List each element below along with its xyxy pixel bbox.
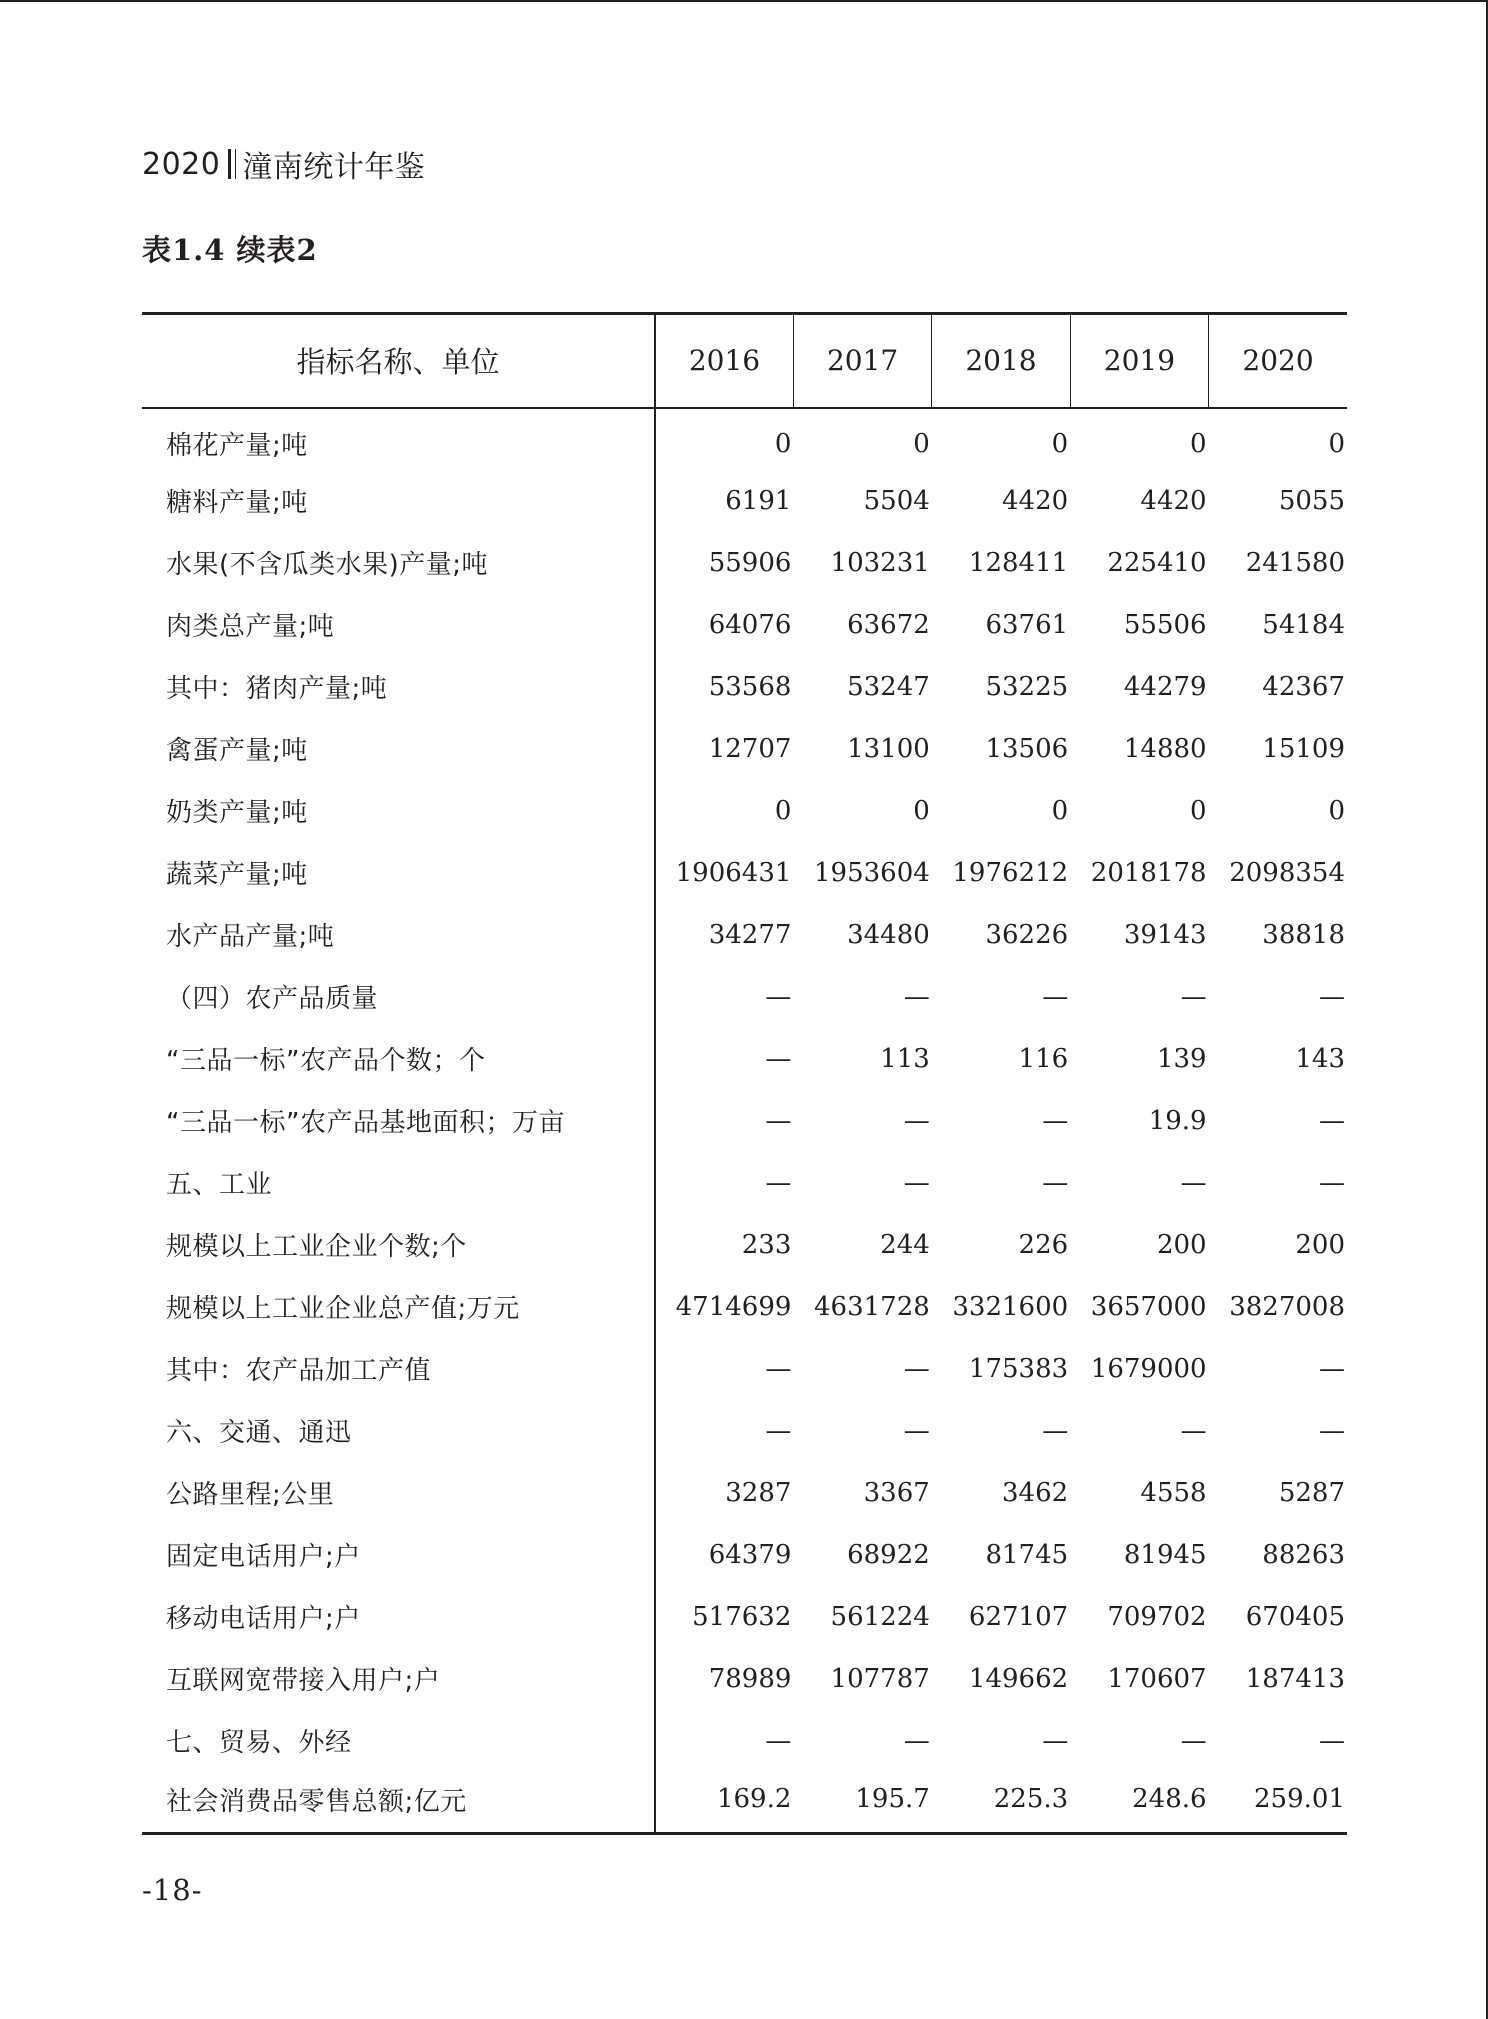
row-label: 规模以上工业企业个数;个 bbox=[142, 1214, 655, 1276]
cell-value-2020: — bbox=[1319, 1725, 1345, 1756]
row-label: 社会消费品零售总额;亿元 bbox=[142, 1772, 655, 1834]
cell-value-2017: 5504 bbox=[863, 485, 930, 516]
cell-value-2020: 5055 bbox=[1278, 485, 1345, 516]
cell-value-2017: 107787 bbox=[830, 1663, 930, 1694]
cell-value-2017: 1953604 bbox=[814, 857, 930, 888]
cell-value-2016: 64379 bbox=[708, 1539, 792, 1570]
cell-value-2017: 195.7 bbox=[793, 1772, 931, 1834]
row-label: 七、贸易、外经 bbox=[142, 1710, 655, 1772]
cell-value-2017: 63672 bbox=[847, 609, 930, 640]
cell-value-2020: — bbox=[1319, 1105, 1345, 1136]
table-row bbox=[142, 656, 1347, 718]
cell-value-2016: 55906 bbox=[708, 547, 792, 578]
cell-value-2020: 259.01 bbox=[1209, 1772, 1347, 1834]
cell-value-2017: 0 bbox=[913, 795, 930, 826]
column-header-indicator: 指标名称、单位 bbox=[142, 314, 655, 408]
cell-value-2017: — bbox=[903, 1105, 930, 1136]
row-label: “三品一标”农产品基地面积；万亩 bbox=[142, 1090, 655, 1152]
table-body bbox=[142, 408, 1347, 1834]
cell-value-2016: — bbox=[765, 1415, 792, 1446]
cell-value-2018: 4420 bbox=[1002, 485, 1069, 516]
cell-value-2018: 81745 bbox=[985, 1539, 1069, 1570]
cell-value-2020: 241580 bbox=[1245, 547, 1345, 578]
cell-value-2019: 170607 bbox=[1107, 1663, 1207, 1694]
cell-value-2017: 3367 bbox=[863, 1477, 930, 1508]
cell-value-2019: 81945 bbox=[1123, 1539, 1207, 1570]
row-label: 其中：农产品加工产值 bbox=[142, 1338, 655, 1400]
cell-value-2019: 44279 bbox=[1123, 671, 1207, 702]
cell-value-2019: — bbox=[1180, 1415, 1207, 1446]
cell-value-2018: — bbox=[1042, 1725, 1069, 1756]
cell-value-2016: 53568 bbox=[708, 671, 792, 702]
cell-value-2017: 4631728 bbox=[814, 1291, 930, 1322]
cell-value-2020: 3827008 bbox=[1229, 1291, 1345, 1322]
running-head-book-title: 潼南统计年鉴 bbox=[242, 150, 426, 185]
cell-value-2016: 169.2 bbox=[655, 1772, 793, 1834]
table-row bbox=[142, 1152, 1347, 1214]
cell-value-2016: 233 bbox=[741, 1229, 792, 1260]
table-row bbox=[142, 1214, 1347, 1276]
row-label: （四）农产品质量 bbox=[142, 966, 655, 1028]
cell-value-2016: 1906431 bbox=[675, 857, 792, 888]
cell-value-2019: 0 bbox=[1190, 428, 1207, 459]
cell-value-2019: — bbox=[1180, 1725, 1207, 1756]
table-row bbox=[142, 1586, 1347, 1648]
cell-value-2017: 53247 bbox=[847, 671, 930, 702]
row-label: 水果(不含瓜类水果)产量;吨 bbox=[142, 532, 655, 594]
row-label: 其中：猪肉产量;吨 bbox=[142, 656, 655, 718]
cell-value-2018: 0 bbox=[1051, 428, 1069, 459]
cell-value-2016: 0 bbox=[774, 428, 792, 459]
cell-value-2016: — bbox=[765, 1353, 792, 1384]
row-label: 蔬菜产量;吨 bbox=[142, 842, 655, 904]
cell-value-2017: 13100 bbox=[847, 733, 930, 764]
table-header-row bbox=[142, 314, 1347, 408]
cell-value-2019: 3657000 bbox=[1090, 1291, 1207, 1322]
cell-value-2016: 78989 bbox=[708, 1663, 792, 1694]
cell-value-2020: — bbox=[1319, 1167, 1345, 1198]
column-header-2019: 2019 bbox=[1070, 314, 1208, 408]
statistics-table bbox=[142, 312, 1347, 1835]
cell-value-2016: — bbox=[765, 1105, 792, 1136]
column-header-2018: 2018 bbox=[932, 314, 1070, 408]
column-header-2020: 2020 bbox=[1209, 314, 1347, 408]
cell-value-2020: 2098354 bbox=[1229, 857, 1345, 888]
cell-value-2019: 4420 bbox=[1140, 485, 1207, 516]
table-row bbox=[142, 1462, 1347, 1524]
cell-value-2017: 561224 bbox=[830, 1601, 930, 1632]
table-row bbox=[142, 1648, 1347, 1710]
page-number: -18- bbox=[142, 1873, 203, 1907]
cell-value-2016: 6191 bbox=[725, 485, 792, 516]
cell-value-2016: 4714699 bbox=[675, 1291, 792, 1322]
statistics-table-container bbox=[142, 312, 1347, 1835]
row-label: 五、工业 bbox=[142, 1152, 655, 1214]
cell-value-2018: 1976212 bbox=[952, 857, 1069, 888]
cell-value-2016: 12707 bbox=[708, 733, 792, 764]
row-label: 移动电话用户;户 bbox=[142, 1586, 655, 1648]
table-row bbox=[142, 1276, 1347, 1338]
row-label: 规模以上工业企业总产值;万元 bbox=[142, 1276, 655, 1338]
cell-value-2018: 128411 bbox=[968, 547, 1069, 578]
cell-value-2017: — bbox=[903, 1167, 930, 1198]
cell-value-2020: 0 bbox=[1328, 428, 1345, 459]
cell-value-2018: 149662 bbox=[968, 1663, 1069, 1694]
table-row bbox=[142, 780, 1347, 842]
cell-value-2019: 1679000 bbox=[1090, 1353, 1207, 1384]
table-row bbox=[142, 1710, 1347, 1772]
cell-value-2018: 36226 bbox=[985, 919, 1069, 950]
table-row bbox=[142, 1338, 1347, 1400]
cell-value-2019: 4558 bbox=[1140, 1477, 1207, 1508]
cell-value-2018: 225.3 bbox=[932, 1772, 1070, 1834]
cell-value-2019: 225410 bbox=[1107, 547, 1207, 578]
cell-value-2020: — bbox=[1319, 1415, 1345, 1446]
cell-value-2018: — bbox=[1042, 981, 1069, 1012]
cell-value-2017: — bbox=[903, 1353, 930, 1384]
cell-value-2019: 2018178 bbox=[1090, 857, 1207, 888]
cell-value-2016: 3287 bbox=[725, 1477, 792, 1508]
row-label: 六、交通、通迅 bbox=[142, 1400, 655, 1462]
cell-value-2018: 226 bbox=[1018, 1229, 1069, 1260]
cell-value-2020: 42367 bbox=[1262, 671, 1345, 702]
column-header-2017: 2017 bbox=[793, 314, 931, 408]
table-row bbox=[142, 904, 1347, 966]
table-row bbox=[142, 1090, 1347, 1152]
cell-value-2016: — bbox=[765, 981, 792, 1012]
cell-value-2020: 5287 bbox=[1278, 1477, 1345, 1508]
cell-value-2017: 244 bbox=[880, 1229, 930, 1260]
cell-value-2020: 88263 bbox=[1262, 1539, 1345, 1570]
cell-value-2018: 3321600 bbox=[952, 1291, 1069, 1322]
cell-value-2019: — bbox=[1180, 981, 1207, 1012]
cell-value-2017: 103231 bbox=[830, 547, 930, 578]
cell-value-2016: — bbox=[765, 1167, 792, 1198]
table-row bbox=[142, 532, 1347, 594]
running-head-year: 2020 bbox=[142, 146, 221, 182]
cell-value-2018: — bbox=[1042, 1415, 1069, 1446]
row-label: 棉花产量;吨 bbox=[142, 408, 655, 470]
cell-value-2018: 175383 bbox=[968, 1353, 1069, 1384]
table-row bbox=[142, 1524, 1347, 1586]
row-label: 互联网宽带接入用户;户 bbox=[142, 1648, 655, 1710]
cell-value-2018: 0 bbox=[1051, 795, 1069, 826]
top-border-rule bbox=[0, 0, 1488, 2]
cell-value-2020: 15109 bbox=[1262, 733, 1345, 764]
table-row bbox=[142, 594, 1347, 656]
cell-value-2017: 68922 bbox=[847, 1539, 930, 1570]
cell-value-2018: 13506 bbox=[985, 733, 1069, 764]
cell-value-2019: 200 bbox=[1156, 1229, 1207, 1260]
table-row bbox=[142, 408, 1347, 470]
cell-value-2020: 143 bbox=[1295, 1043, 1345, 1074]
cell-value-2019: 139 bbox=[1156, 1043, 1207, 1074]
cell-value-2016: 517632 bbox=[692, 1601, 792, 1632]
row-label: “三品一标”农产品个数；个 bbox=[142, 1028, 655, 1090]
row-label: 固定电话用户;户 bbox=[142, 1524, 655, 1586]
row-label: 水产品产量;吨 bbox=[142, 904, 655, 966]
table-row bbox=[142, 1400, 1347, 1462]
row-label: 肉类总产量;吨 bbox=[142, 594, 655, 656]
cell-value-2019: 248.6 bbox=[1070, 1772, 1208, 1834]
cell-value-2019: 55506 bbox=[1123, 609, 1207, 640]
cell-value-2020: 38818 bbox=[1262, 919, 1345, 950]
table-row bbox=[142, 842, 1347, 904]
cell-value-2017: — bbox=[903, 981, 930, 1012]
cell-value-2018: 3462 bbox=[1002, 1477, 1069, 1508]
cell-value-2020: — bbox=[1319, 981, 1345, 1012]
table-row bbox=[142, 470, 1347, 532]
cell-value-2017: 113 bbox=[880, 1043, 930, 1074]
cell-value-2020: 54184 bbox=[1262, 609, 1345, 640]
cell-value-2019: — bbox=[1180, 1167, 1207, 1198]
cell-value-2020: 200 bbox=[1295, 1229, 1345, 1260]
cell-value-2020: 0 bbox=[1328, 795, 1345, 826]
cell-value-2019: 0 bbox=[1190, 795, 1207, 826]
row-label: 公路里程;公里 bbox=[142, 1462, 655, 1524]
cell-value-2019: 14880 bbox=[1123, 733, 1207, 764]
table-row bbox=[142, 966, 1347, 1028]
cell-value-2016: 64076 bbox=[708, 609, 792, 640]
cell-value-2017: 0 bbox=[913, 428, 930, 459]
cell-value-2018: 63761 bbox=[985, 609, 1069, 640]
cell-value-2019: 709702 bbox=[1107, 1601, 1207, 1632]
cell-value-2016: 0 bbox=[774, 795, 792, 826]
cell-value-2017: 34480 bbox=[847, 919, 930, 950]
table-title: 表1.4 续表2 bbox=[142, 233, 318, 267]
running-head bbox=[142, 142, 425, 186]
table-row bbox=[142, 1772, 1347, 1834]
cell-value-2020: 670405 bbox=[1245, 1601, 1345, 1632]
cell-value-2018: — bbox=[1042, 1105, 1069, 1136]
row-label: 糖料产量;吨 bbox=[142, 470, 655, 532]
cell-value-2016: 34277 bbox=[708, 919, 792, 950]
table-row bbox=[142, 1028, 1347, 1090]
row-label: 禽蛋产量;吨 bbox=[142, 718, 655, 780]
cell-value-2016: — bbox=[765, 1043, 792, 1074]
cell-value-2020: — bbox=[1319, 1353, 1345, 1384]
column-header-2016: 2016 bbox=[655, 314, 793, 408]
row-label: 奶类产量;吨 bbox=[142, 780, 655, 842]
cell-value-2018: 627107 bbox=[968, 1601, 1069, 1632]
cell-value-2018: 116 bbox=[1018, 1043, 1069, 1074]
cell-value-2020: 187413 bbox=[1245, 1663, 1345, 1694]
cell-value-2019: 39143 bbox=[1123, 919, 1207, 950]
cell-value-2019: 19.9 bbox=[1148, 1105, 1207, 1136]
table-row bbox=[142, 718, 1347, 780]
double-bar-separator bbox=[228, 149, 236, 179]
cell-value-2016: — bbox=[765, 1725, 792, 1756]
cell-value-2018: 53225 bbox=[985, 671, 1069, 702]
cell-value-2017: — bbox=[903, 1415, 930, 1446]
cell-value-2017: — bbox=[903, 1725, 930, 1756]
cell-value-2018: — bbox=[1042, 1167, 1069, 1198]
